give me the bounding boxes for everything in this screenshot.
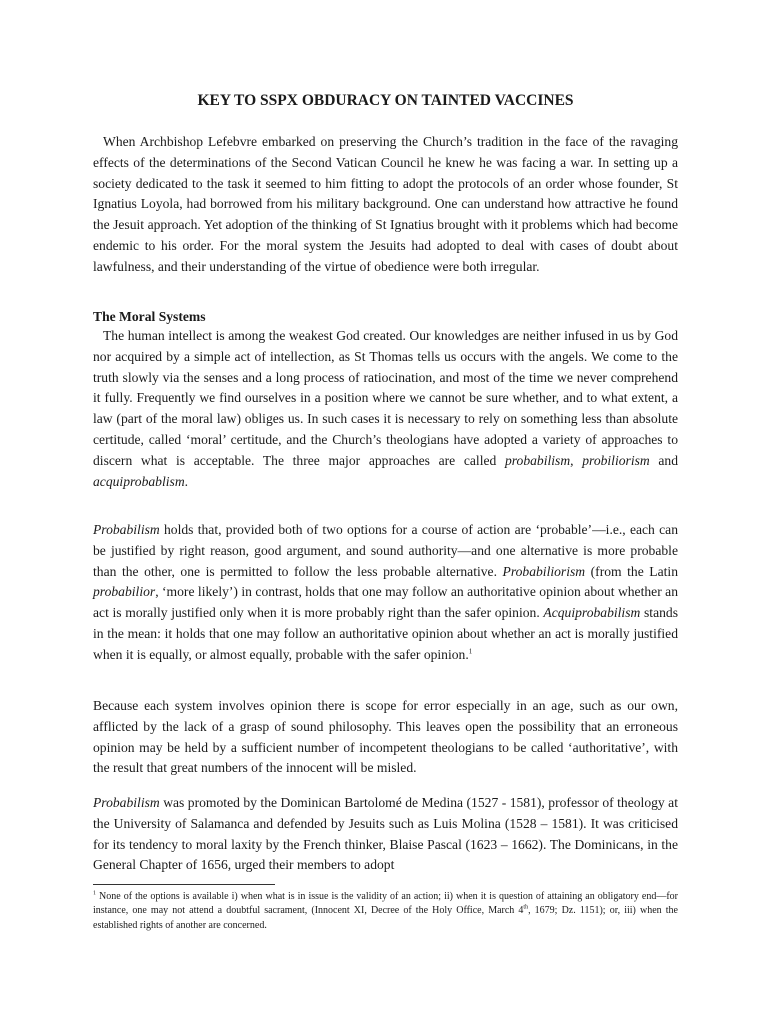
paragraph-text: , ‘more likely’) in contrast, holds that one may follow an authoritative opinion about whether an act is morally justified only when it is more probably right than the safer opinion. — [93, 584, 678, 621]
term-probabilism: Probabilism — [93, 795, 160, 810]
footnote-divider — [93, 884, 275, 885]
footnote-ordinal: th — [523, 905, 529, 912]
paragraph-text: stands in the mean: it holds that one may follow an authoritative opinion about whether an act is morally justified when it is equally, or almost equally, probable with the safer opinion. — [93, 605, 678, 662]
term-probiliorism: probiliorism — [582, 452, 650, 468]
footnote-reference[interactable]: 1 — [468, 647, 473, 656]
term-acquiprobablism: acquiprobablism — [93, 473, 185, 489]
section-heading: The Moral Systems — [93, 309, 206, 324]
footnote-text: None of the options is available i) when what is in issue is the validity of an action; ii) when it is question of attaining an obligatory end—for instance, one may not attend a doubtful sacrament, (Innocent XI, Decree of the Holy Office, March 4 — [93, 891, 678, 917]
intro-paragraph: When Archbishop Lefebvre embarked on preserving the Church’s tradition in the face of the ravaging effects of the determinations of the Second Vatican Council he knew he was facing a war. In setting up a society dedicated to the task it seemed to him fitting to adopt the protocols of an order whose founder, St Ignatius Loyola, had borrowed from his military background. One can understand how attractive he found the Jesuit approach. Yet adoption of the thinking of St Ignatius brought with it problems which had become endemic to his order. For the moral system the Jesuits had adopted to deal with cases of doubt about lawfulness, and their understanding of the virtue of obedience were both irregular. — [93, 134, 678, 274]
paragraph-text: was promoted by the Dominican Bartolomé de Medina (1527 - 1581), professor of theology at the University of Salamanca and defended by Jesuits such as Luis Molina (1528 – 1581). It was criticised for its tendency to moral laxity by the French thinker, Blaise Pascal (1623 – 1662). The Dominicans, in the General Chapter of 1656, urged their members to adopt — [93, 795, 678, 873]
paragraph-text: The human intellect is among the weakest God created. Our knowledges are neither infused in us by God nor acquired by a simple act of intellection, as St Thomas tells us occurs with the angels. We come to the truth slowly via the senses and a long process of ratiocination, and most of the time we never comprehend it fully. Frequently we find ourselves in a position where we cannot be sure whether, and to what extent, a law (part of the moral law) obliges us. In such cases it is necessary to rely on something less than absolute certitude, called ‘moral’ certitude, and the Church’s theologians have adopted a variety of approaches to discern what is acceptable. The three major approaches are called — [93, 328, 678, 468]
term-probabiliorism: Probabiliorism — [502, 563, 586, 579]
definitions-paragraph — [93, 520, 678, 666]
term-probabilism: probabilism — [504, 452, 571, 468]
footnote — [93, 890, 678, 933]
paragraph-text: holds that, provided both of two options for a course of action are ‘probable’—i.e., each can be justified by right reason, good argument, and sound authority—and one alternative is more probable than the other, one is permitted to follow the less probable alternative. — [93, 522, 678, 579]
document-title: KEY TO SSPX OBDURACY ON TAINTED VACCINES — [197, 92, 574, 109]
paragraph-text: (from the Latin — [585, 563, 678, 579]
history-paragraph — [93, 793, 678, 876]
term-probabilior: probabilior — [93, 584, 156, 600]
footnote-marker: 1 — [93, 890, 96, 897]
separator: and — [649, 452, 678, 468]
term-acquiprobabilism: Acquiprobabilism — [543, 605, 641, 621]
separator: , — [570, 452, 583, 468]
error-paragraph: Because each system involves opinion there is scope for error especially in an age, such as our own, afflicted by the lack of a grasp of sound philosophy. This leaves open the possibility that an erroneous opinion may be held by a sufficient number of incompetent theologians to be called ‘authoritative’, with the result that great numbers of the innocent will be misled. — [93, 698, 678, 776]
moral-systems-paragraph — [93, 326, 678, 492]
separator: . — [184, 473, 189, 489]
term-probabilism: Probabilism — [93, 522, 160, 537]
footnote-text: , 1679; Dz. 1151); or, iii) when the established rights of another are concerned. — [93, 905, 678, 931]
